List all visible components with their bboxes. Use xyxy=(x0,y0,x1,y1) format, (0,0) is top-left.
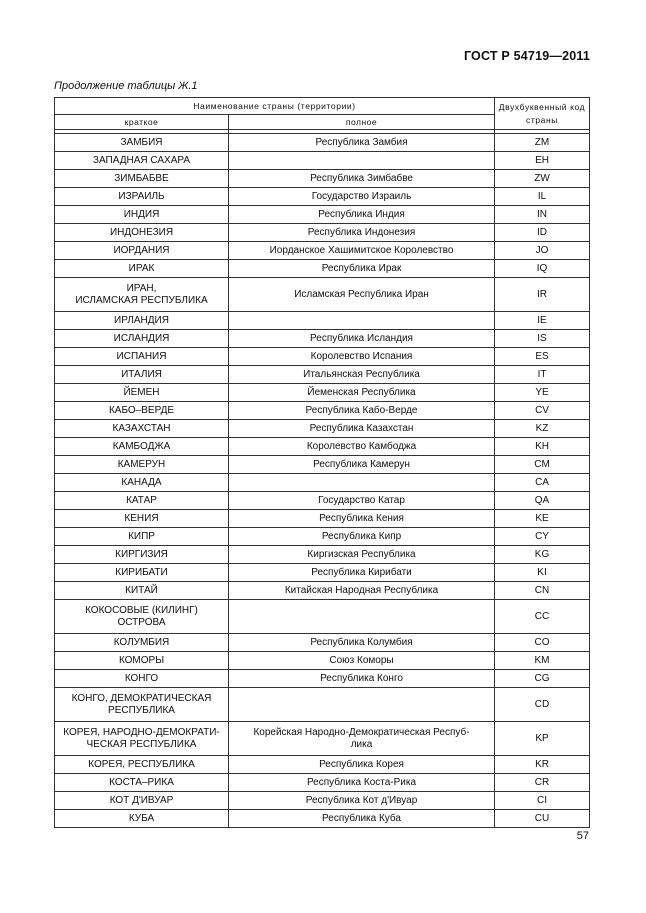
cell-full-name xyxy=(229,312,495,330)
cell-short-name: КИРГИЗИЯ xyxy=(55,546,229,564)
cell-short-name: КОНГО xyxy=(55,670,229,688)
cell-country-code: CI xyxy=(495,792,590,810)
cell-country-code: KM xyxy=(495,652,590,670)
cell-country-code: YE xyxy=(495,384,590,402)
cell-short-name: ЗАПАДНАЯ САХАРА xyxy=(55,152,229,170)
cell-country-code: CV xyxy=(495,402,590,420)
cell-country-code: CO xyxy=(495,634,590,652)
table-row xyxy=(55,688,590,722)
cell-short-name: КАЗАХСТАН xyxy=(55,420,229,438)
cell-full-name xyxy=(229,688,495,722)
cell-full-name: Республика Кирибати xyxy=(229,564,495,582)
cell-country-code: CC xyxy=(495,600,590,634)
table-row xyxy=(55,634,590,652)
cell-full-name: Республика Ирак xyxy=(229,260,495,278)
country-codes-table xyxy=(54,97,590,828)
table-continuation-caption: Продолжение таблицы Ж.1 xyxy=(54,80,198,92)
cell-full-name: Союз Коморы xyxy=(229,652,495,670)
cell-short-name: ИНДОНЕЗИЯ xyxy=(55,224,229,242)
cell-short-name: ИЗРАИЛЬ xyxy=(55,188,229,206)
cell-full-name: Республика Конго xyxy=(229,670,495,688)
cell-full-name: Республика Камерун xyxy=(229,456,495,474)
table-row xyxy=(55,670,590,688)
table-row xyxy=(55,510,590,528)
cell-short-name: ИОРДАНИЯ xyxy=(55,242,229,260)
table-row xyxy=(55,170,590,188)
table-row xyxy=(55,312,590,330)
cell-short-name: КАТАР xyxy=(55,492,229,510)
table-row xyxy=(55,366,590,384)
table-row xyxy=(55,474,590,492)
cell-full-name: Исламская Республика Иран xyxy=(229,278,495,312)
table-row xyxy=(55,278,590,312)
cell-short-name: ИТАЛИЯ xyxy=(55,366,229,384)
cell-short-name: ИНДИЯ xyxy=(55,206,229,224)
cell-country-code: KE xyxy=(495,510,590,528)
table-row xyxy=(55,348,590,366)
cell-country-code: IE xyxy=(495,312,590,330)
table-row xyxy=(55,756,590,774)
cell-country-code: KR xyxy=(495,756,590,774)
table-body xyxy=(55,134,590,828)
cell-full-name: Республика Казахстан xyxy=(229,420,495,438)
table-row xyxy=(55,774,590,792)
cell-country-code: EH xyxy=(495,152,590,170)
table-row xyxy=(55,260,590,278)
cell-full-name: Королевство Испания xyxy=(229,348,495,366)
table-row xyxy=(55,810,590,828)
table-row xyxy=(55,792,590,810)
cell-country-code: KP xyxy=(495,722,590,756)
cell-short-name: КОРЕЯ, НАРОДНО-ДЕМОКРАТИ- ЧЕСКАЯ РЕСПУБЛИКА xyxy=(55,722,229,756)
cell-full-name: Королевство Камбоджа xyxy=(229,438,495,456)
cell-full-name: Республика Кабо-Верде xyxy=(229,402,495,420)
cell-short-name: КАБО–ВЕРДЕ xyxy=(55,402,229,420)
cell-short-name: КОТ Д'ИВУАР xyxy=(55,792,229,810)
cell-full-name: Йеменская Республика xyxy=(229,384,495,402)
cell-country-code: CA xyxy=(495,474,590,492)
cell-country-code: CY xyxy=(495,528,590,546)
table-row xyxy=(55,224,590,242)
cell-country-code: ZM xyxy=(495,134,590,152)
cell-country-code: CG xyxy=(495,670,590,688)
table-row xyxy=(55,528,590,546)
cell-short-name: КАМЕРУН xyxy=(55,456,229,474)
cell-full-name: Республика Кипр xyxy=(229,528,495,546)
cell-full-name: Республика Коста-Рика xyxy=(229,774,495,792)
cell-country-code: IL xyxy=(495,188,590,206)
cell-short-name: КАМБОДЖА xyxy=(55,438,229,456)
cell-full-name: Корейская Народно-Демократическая Респуб- лика xyxy=(229,722,495,756)
cell-full-name xyxy=(229,474,495,492)
cell-short-name: ЗИМБАБВЕ xyxy=(55,170,229,188)
table-row xyxy=(55,420,590,438)
cell-country-code: CM xyxy=(495,456,590,474)
cell-full-name xyxy=(229,600,495,634)
cell-country-code: JO xyxy=(495,242,590,260)
header-short-name: краткое xyxy=(55,115,229,130)
cell-full-name: Республика Индия xyxy=(229,206,495,224)
cell-short-name: КОЛУМБИЯ xyxy=(55,634,229,652)
cell-short-name: ИСЛАНДИЯ xyxy=(55,330,229,348)
header-country-code: Двухбуквенный код страны xyxy=(495,98,590,130)
table-row xyxy=(55,152,590,170)
cell-full-name: Республика Корея xyxy=(229,756,495,774)
cell-country-code: ES xyxy=(495,348,590,366)
table-row xyxy=(55,330,590,348)
table-row xyxy=(55,456,590,474)
cell-full-name: Иорданское Хашимитское Королевство xyxy=(229,242,495,260)
cell-country-code: KZ xyxy=(495,420,590,438)
cell-short-name: КИТАЙ xyxy=(55,582,229,600)
cell-country-code: IR xyxy=(495,278,590,312)
cell-full-name: Республика Куба xyxy=(229,810,495,828)
cell-country-code: IS xyxy=(495,330,590,348)
cell-full-name: Республика Зимбабве xyxy=(229,170,495,188)
table-row xyxy=(55,384,590,402)
cell-short-name: КОМОРЫ xyxy=(55,652,229,670)
cell-country-code: KG xyxy=(495,546,590,564)
cell-full-name: Республика Колумбия xyxy=(229,634,495,652)
table-row xyxy=(55,206,590,224)
table-row xyxy=(55,722,590,756)
table-row xyxy=(55,492,590,510)
cell-short-name: ЙЕМЕН xyxy=(55,384,229,402)
cell-short-name: ИСПАНИЯ xyxy=(55,348,229,366)
cell-short-name: КОРЕЯ, РЕСПУБЛИКА xyxy=(55,756,229,774)
cell-full-name: Республика Замбия xyxy=(229,134,495,152)
cell-short-name: ИРЛАНДИЯ xyxy=(55,312,229,330)
cell-country-code: CR xyxy=(495,774,590,792)
cell-full-name: Республика Кения xyxy=(229,510,495,528)
cell-short-name: КЕНИЯ xyxy=(55,510,229,528)
table-row xyxy=(55,438,590,456)
cell-full-name: Республика Исландия xyxy=(229,330,495,348)
cell-country-code: IQ xyxy=(495,260,590,278)
cell-country-code: CN xyxy=(495,582,590,600)
cell-country-code: QA xyxy=(495,492,590,510)
table-row xyxy=(55,600,590,634)
cell-short-name: ЗАМБИЯ xyxy=(55,134,229,152)
cell-full-name: Китайская Народная Республика xyxy=(229,582,495,600)
cell-country-code: IN xyxy=(495,206,590,224)
cell-short-name: КИРИБАТИ xyxy=(55,564,229,582)
header-full-name: полное xyxy=(229,115,495,130)
table-row xyxy=(55,582,590,600)
cell-country-code: CU xyxy=(495,810,590,828)
cell-short-name: КОКОСОВЫЕ (КИЛИНГ) ОСТРОВА xyxy=(55,600,229,634)
cell-short-name: КИПР xyxy=(55,528,229,546)
table-row xyxy=(55,652,590,670)
table-row xyxy=(55,188,590,206)
header-country-name: Наименование страны (территории) xyxy=(55,98,495,115)
cell-full-name: Государство Катар xyxy=(229,492,495,510)
cell-country-code: ID xyxy=(495,224,590,242)
cell-short-name: КОНГО, ДЕМОКРАТИЧЕСКАЯ РЕСПУБЛИКА xyxy=(55,688,229,722)
cell-full-name: Республика Индонезия xyxy=(229,224,495,242)
table-row xyxy=(55,402,590,420)
cell-country-code: CD xyxy=(495,688,590,722)
cell-full-name: Государство Израиль xyxy=(229,188,495,206)
cell-full-name: Итальянская Республика xyxy=(229,366,495,384)
cell-short-name: ИРАК xyxy=(55,260,229,278)
table-row xyxy=(55,564,590,582)
cell-short-name: КУБА xyxy=(55,810,229,828)
cell-short-name: ИРАН, ИСЛАМСКАЯ РЕСПУБЛИКА xyxy=(55,278,229,312)
table-row xyxy=(55,134,590,152)
table-row xyxy=(55,546,590,564)
cell-full-name: Республика Кот д'Ивуар xyxy=(229,792,495,810)
cell-full-name: Киргизская Республика xyxy=(229,546,495,564)
page-number: 57 xyxy=(576,830,589,842)
document-code: ГОСТ Р 54719—2011 xyxy=(463,49,590,63)
cell-country-code: ZW xyxy=(495,170,590,188)
cell-full-name xyxy=(229,152,495,170)
cell-country-code: KI xyxy=(495,564,590,582)
cell-country-code: IT xyxy=(495,366,590,384)
cell-country-code: KH xyxy=(495,438,590,456)
cell-short-name: КАНАДА xyxy=(55,474,229,492)
table-row xyxy=(55,242,590,260)
cell-short-name: КОСТА–РИКА xyxy=(55,774,229,792)
